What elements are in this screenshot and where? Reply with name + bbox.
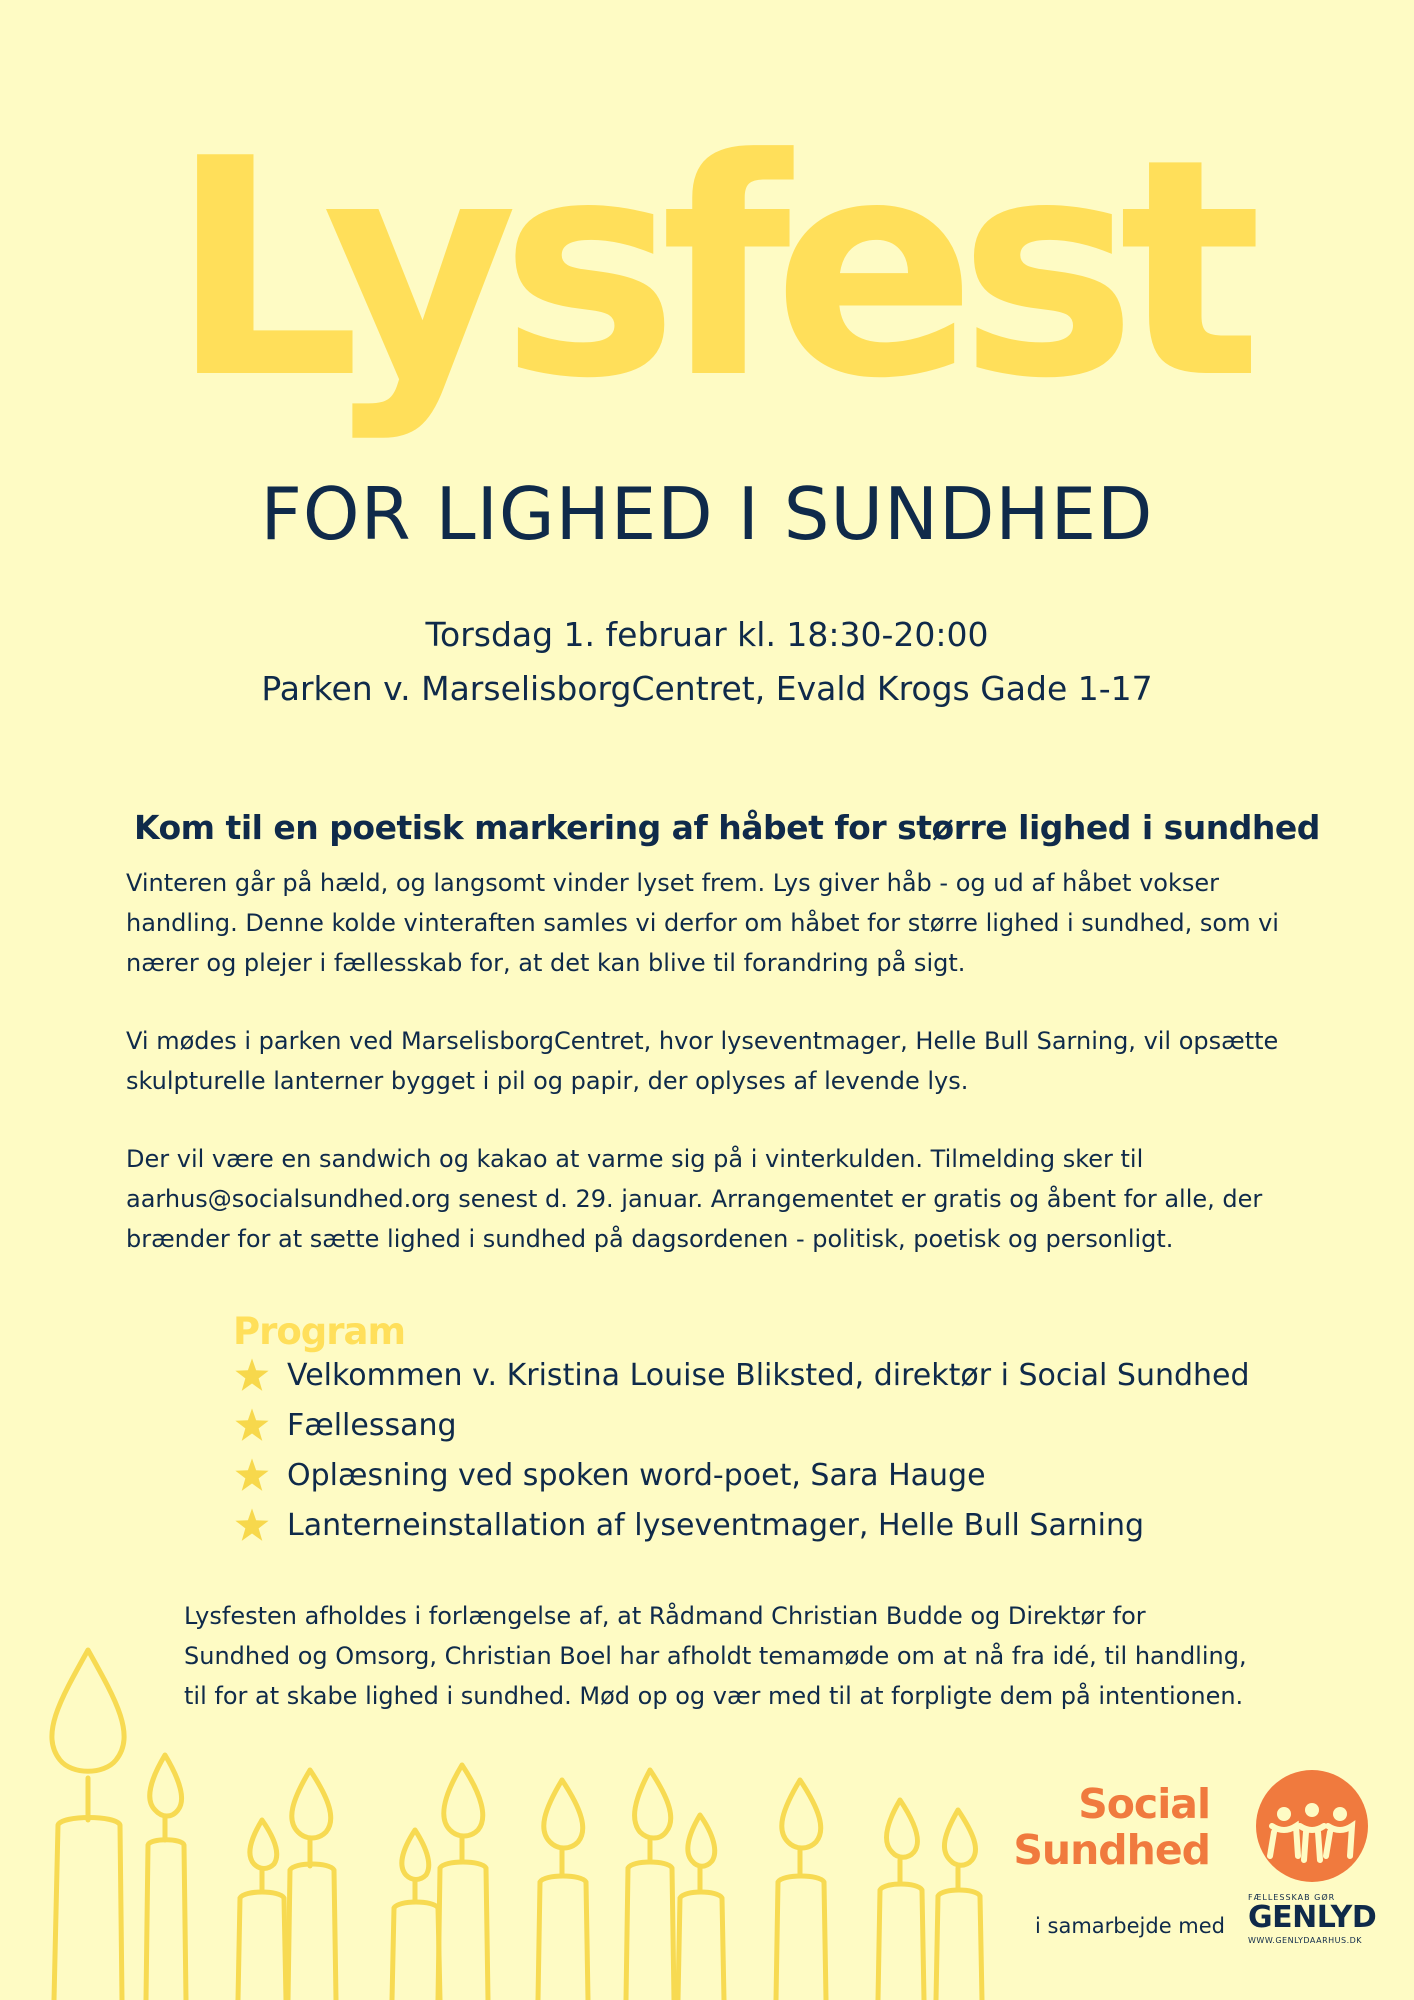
paragraph-line: Lysfesten afholdes i forlængelse af, at Rådmand Christian Budde og Direktør for: [184, 1602, 1146, 1630]
paragraph-line: handling. Denne kolde vinteraften samles vi derfor om håbet for større lighed i sundhed, som vi: [126, 909, 1279, 937]
paragraph-line: brænder for at sætte lighed i sundhed på dagsordenen - politisk, poetisk og personligt.: [126, 1225, 1174, 1253]
program-item: [233, 1450, 986, 1500]
flame-icon: [688, 1815, 715, 1866]
program-item-label: Fællessang: [287, 1407, 457, 1443]
intro-paragraph-3: [126, 1139, 1326, 1259]
event-place: Parken v. MarselisborgCentret, Evald Krogs Gade 1-17: [261, 669, 1153, 708]
program-item-label: Oplæsning ved spoken word-poet, Sara Hauge: [287, 1457, 986, 1493]
flame-icon: [52, 1650, 124, 1771]
flame-icon: [635, 1770, 671, 1838]
partner-url: WWW.GENLYDAARHUS.DK: [1248, 1936, 1363, 1945]
event-date: Torsdag 1. februar kl. 18:30-20:00: [425, 615, 989, 654]
intro-paragraph-1: [126, 863, 1326, 983]
flame-icon: [782, 1780, 821, 1848]
program-item: [233, 1350, 1250, 1400]
partner-logo-name: GENLYD: [1248, 1900, 1377, 1935]
program-item: [233, 1500, 1144, 1550]
brand-name-line2: Sundhed: [1013, 1826, 1210, 1874]
social-sundhed-logo: [1256, 1770, 1368, 1882]
paragraph-line: til for at skabe lighed i sundhed. Mød op og vær med til at forpligte dem på intentionen.: [184, 1682, 1244, 1710]
flame-icon: [886, 1800, 917, 1857]
flame-icon: [944, 1810, 975, 1865]
program-heading: Program: [233, 1310, 406, 1353]
program-item-label: Velkommen v. Kristina Louise Bliksted, direktør i Social Sundhed: [287, 1357, 1250, 1393]
intro-headline: Kom til en poetisk markering af håbet for større lighed i sundhed: [134, 808, 1320, 847]
paragraph-line: Vi mødes i parken ved MarselisborgCentret, hvor lyseventmager, Helle Bull Sarning, vil opsætte: [126, 1027, 1279, 1055]
paragraph-line: nærer og plejer i fællesskab for, at det kan blive til forandring på sigt.: [126, 949, 966, 977]
intro-paragraph-2: [126, 1021, 1326, 1101]
brand-name-line1: Social: [1078, 1780, 1210, 1828]
footer-paragraph: [184, 1596, 1334, 1716]
flame-icon: [402, 1830, 429, 1880]
paragraph-line: Der vil være en sandwich og kakao at varme sig på i vinterkulden. Tilmelding sker til: [126, 1145, 1144, 1173]
collaboration-text: i samarbejde med: [1035, 1914, 1225, 1938]
flame-icon: [444, 1765, 483, 1836]
paragraph-line: aarhus@socialsundhed.org senest d. 29. januar. Arrangementet er gratis og åbent for alle, der: [126, 1185, 1263, 1213]
event-title: Lysfest: [169, 95, 1245, 444]
flame-icon: [292, 1770, 331, 1838]
star-icon: [233, 1456, 271, 1494]
paragraph-line: Sundhed og Omsorg, Christian Boel har afholdt temamøde om at nå fra idé, til handling,: [184, 1642, 1247, 1670]
star-icon: [233, 1406, 271, 1444]
star-icon: [233, 1506, 271, 1544]
event-subtitle: FOR LIGHED I SUNDHED: [260, 472, 1154, 556]
paragraph-line: Vinteren går på hæld, og langsomt vinder lyset frem. Lys giver håb - og ud af håbet vokser: [126, 869, 1219, 897]
flame-icon: [150, 1755, 182, 1816]
flame-icon: [544, 1780, 583, 1848]
program-item-label: Lanterneinstallation af lyseventmager, Helle Bull Sarning: [287, 1507, 1145, 1543]
program-item: [233, 1400, 457, 1450]
star-icon: [233, 1356, 271, 1394]
partner-tagline: FÆLLESSKAB GØR: [1248, 1893, 1336, 1902]
paragraph-line: skulpturelle lanterner bygget i pil og papir, der oplyses af levende lys.: [126, 1067, 969, 1095]
flame-icon: [250, 1820, 277, 1869]
